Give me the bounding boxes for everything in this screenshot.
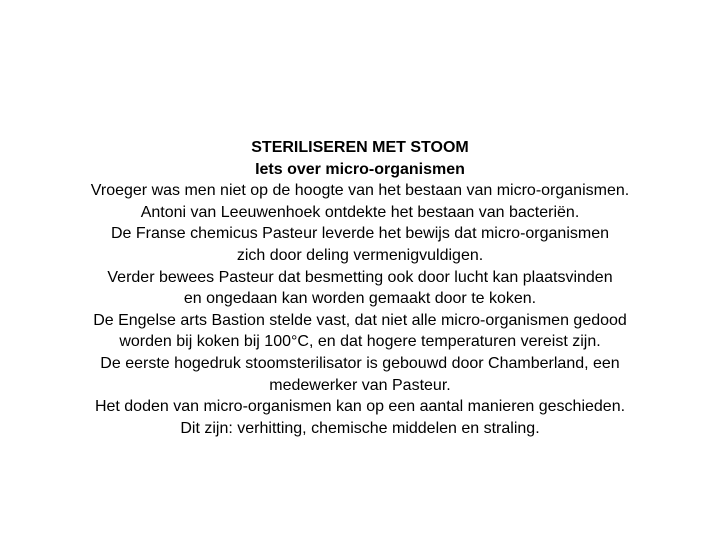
body-line: Vroeger was men niet op de hoogte van het bestaan van micro‑organismen. <box>90 182 630 200</box>
body-line: Verder bewees Pasteur dat besmetting ook door lucht kan plaatsvinden <box>107 268 613 286</box>
body-line: De eerste hogedruk stoomsterilisator is gebouwd door Chamberland, een <box>100 354 620 372</box>
body-line: Dit zijn: verhitting, chemische middelen en straling. <box>180 419 540 437</box>
slide-text-block <box>20 137 700 439</box>
body-line: De Engelse arts Bastion stelde vast, dat niet alle micro-organismen gedood <box>93 311 627 329</box>
body-line: De Franse chemicus Pasteur leverde het bewijs dat micro‑organismen <box>111 225 609 243</box>
body-line: Het doden van micro‑organismen kan op een aantal manieren geschieden. <box>94 398 626 416</box>
slide-subtitle: Iets over micro‑organismen <box>255 160 465 178</box>
body-line: worden bij koken bij 100°C, en dat hogere temperaturen vereist zijn. <box>119 333 601 351</box>
slide-title: STERILISEREN MET STOOM <box>251 139 469 156</box>
body-line: zich door deling vermenigvuldigen. <box>236 246 484 264</box>
body-line: en ongedaan kan worden gemaakt door te koken. <box>183 290 537 308</box>
body-line: Antoni van Leeuwenhoek ontdekte het bestaan van bacteriën. <box>140 203 580 221</box>
body-line: medewerker van Pasteur. <box>269 376 451 394</box>
